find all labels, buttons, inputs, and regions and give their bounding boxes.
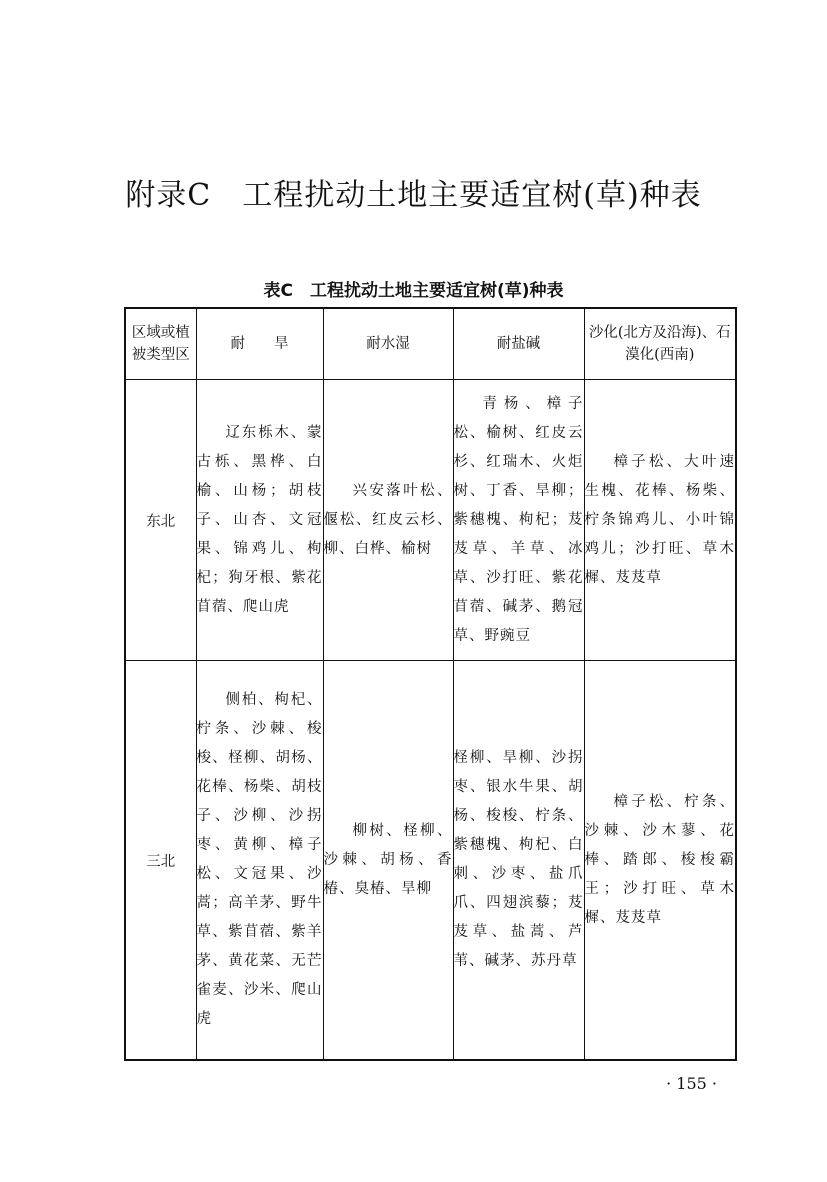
table-row — [125, 380, 736, 661]
page-title: 附录C 工程扰动土地主要适宜树(草)种表 — [125, 178, 702, 213]
header-wet: 耐水湿 — [323, 308, 453, 380]
table-header-row — [125, 308, 736, 380]
wet-species-cell: 兴安落叶松、偃松、红皮云杉、柳、白桦、榆树 — [323, 380, 453, 661]
header-region: 区域或植被类型区 — [125, 308, 196, 380]
region-cell: 东北 — [125, 380, 196, 661]
region-cell: 三北 — [125, 661, 196, 1061]
wet-species-cell: 柳树、柽柳、沙棘、胡杨、香椿、臭椿、旱柳 — [323, 661, 453, 1061]
header-sand: 沙化(北方及沿海)、石漠化(西南) — [584, 308, 736, 380]
table-row — [125, 661, 736, 1061]
salt-species-cell: 青杨、樟子松、榆树、红皮云杉、红瑞木、火炬树、丁香、旱柳；紫穗槐、枸杞；芨芨草、羊草、冰草、沙打旺、紫花苜蓿、碱茅、鹅冠草、野豌豆 — [453, 380, 584, 661]
table-caption: 表C 工程扰动土地主要适宜树(草)种表 — [263, 281, 564, 301]
page-number: · 155 · — [666, 1074, 717, 1093]
drought-species-cell: 侧柏、枸杞、柠条、沙棘、梭梭、柽柳、胡杨、花棒、杨柴、胡枝子、沙柳、沙拐枣、黄柳、樟子松、文冠果、沙蒿；高羊茅、野牛草、紫苜蓿、紫羊茅、黄花菜、无芒雀麦、沙米、爬山虎 — [196, 661, 323, 1061]
header-salt: 耐盐碱 — [453, 308, 584, 380]
drought-species-cell: 辽东栎木、蒙古栎、黑桦、白榆、山杨；胡枝子、山杏、文冠果、锦鸡儿、枸杞；狗牙根、紫花苜蓿、爬山虎 — [196, 380, 323, 661]
species-table — [124, 307, 737, 1061]
header-drought: 耐 旱 — [196, 308, 323, 380]
salt-species-cell: 柽柳、旱柳、沙拐枣、银水牛果、胡杨、梭梭、柠条、紫穗槐、枸杞、白刺、沙枣、盐爪爪、四翅滨藜；芨芨草、盐蒿、芦苇、碱茅、苏丹草 — [453, 661, 584, 1061]
sand-species-cell: 樟子松、柠条、沙棘、沙木蓼、花棒、踏郎、梭梭霸王；沙打旺、草木樨、芨芨草 — [584, 661, 736, 1061]
sand-species-cell: 樟子松、大叶速生槐、花棒、杨柴、柠条锦鸡儿、小叶锦鸡儿；沙打旺、草木樨、芨芨草 — [584, 380, 736, 661]
